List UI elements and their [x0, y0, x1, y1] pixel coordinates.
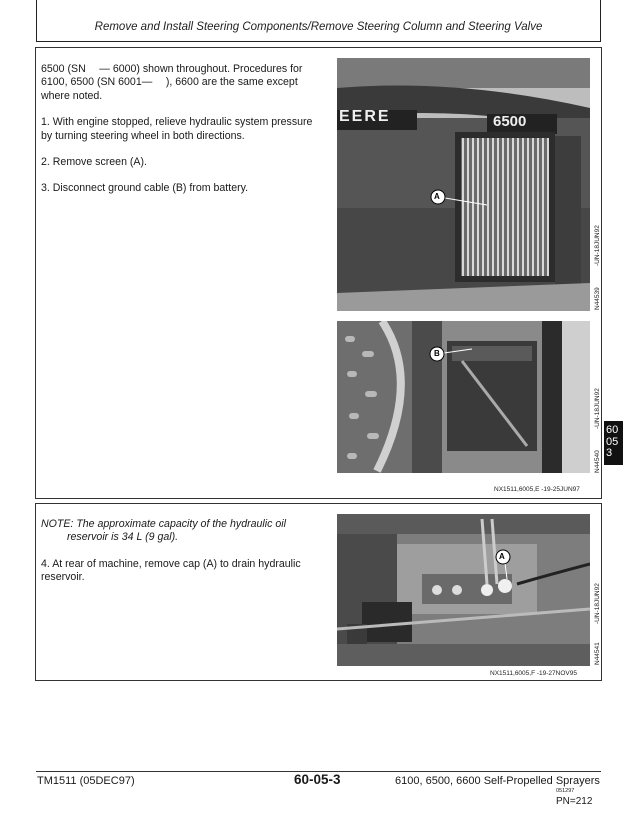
footer-product: 6100, 6500, 6600 Self-Propelled Sprayers: [395, 775, 600, 787]
section2-text: [41, 518, 317, 598]
photo3-figure-date: -UN-18JUN92: [594, 583, 601, 624]
step-2: 2. Remove screen (A).: [41, 156, 147, 169]
note-line-1: NOTE: The approximate capacity of the hydraulic oil: [41, 518, 286, 530]
footer-manual-id: TM1511 (05DEC97): [37, 775, 135, 787]
section-thumb-tab: [604, 421, 623, 465]
capacity-note: [41, 518, 317, 545]
photo1-figure-id: N44539: [594, 287, 601, 310]
note-line-2: reservoir is 34 L (9 gal).: [67, 531, 179, 544]
section2-caption: NX1511,6005,F -19-27NOV95: [490, 670, 577, 677]
photo-reservoir-cap-a-image: [337, 514, 590, 666]
photo2-figure-date: -UN-18JUN92: [594, 388, 601, 429]
footer-code: 051297: [556, 788, 575, 794]
step-1: 1. With engine stopped, relieve hydraulic system pressure by turning steering wheel in both directions.: [41, 116, 313, 142]
tab-line-2: 05: [606, 435, 619, 448]
photo-battery-b: [337, 321, 590, 473]
photo-screen-a: [337, 58, 590, 311]
step-4: 4. At rear of machine, remove cap (A) to drain hydraulic reservoir.: [41, 557, 301, 584]
section1-caption: NX1511,6005,E -19-25JUN97: [494, 486, 580, 493]
photo3-figure-id: N44541: [594, 642, 601, 665]
photo-battery-b-image: [337, 321, 590, 473]
photo-reservoir-cap-a: [337, 514, 590, 666]
photo1-brand-text: EERE: [339, 108, 391, 125]
page-header-title: Remove and Install Steering Components/Remove Steering Column and Steering Valve: [94, 21, 543, 33]
callout-a-label: A: [434, 192, 440, 201]
header-rule: [36, 41, 601, 42]
intro-paragraph: 6500 (SN — 6000) shown throughout. Procedures for 6100, 6500 (SN 6001— ), 6600 are the same except where noted.: [41, 63, 303, 102]
callout-b-label: B: [434, 349, 440, 358]
photo-screen-a-image: [337, 58, 590, 311]
section1-text: [41, 63, 317, 209]
photo1-model-text: 6500: [493, 113, 527, 130]
photo1-figure-date: -UN-18JUN92: [594, 225, 601, 266]
tab-line-1: 60: [606, 424, 619, 436]
tab-line-3: 3: [606, 447, 613, 459]
footer-pn: PN=212: [556, 796, 593, 807]
callout-a-cap-label: A: [499, 552, 505, 561]
photo2-figure-id: N44540: [594, 450, 601, 473]
footer-page-number: 60-05-3: [294, 772, 341, 787]
step-3: 3. Disconnect ground cable (B) from battery.: [41, 182, 249, 195]
